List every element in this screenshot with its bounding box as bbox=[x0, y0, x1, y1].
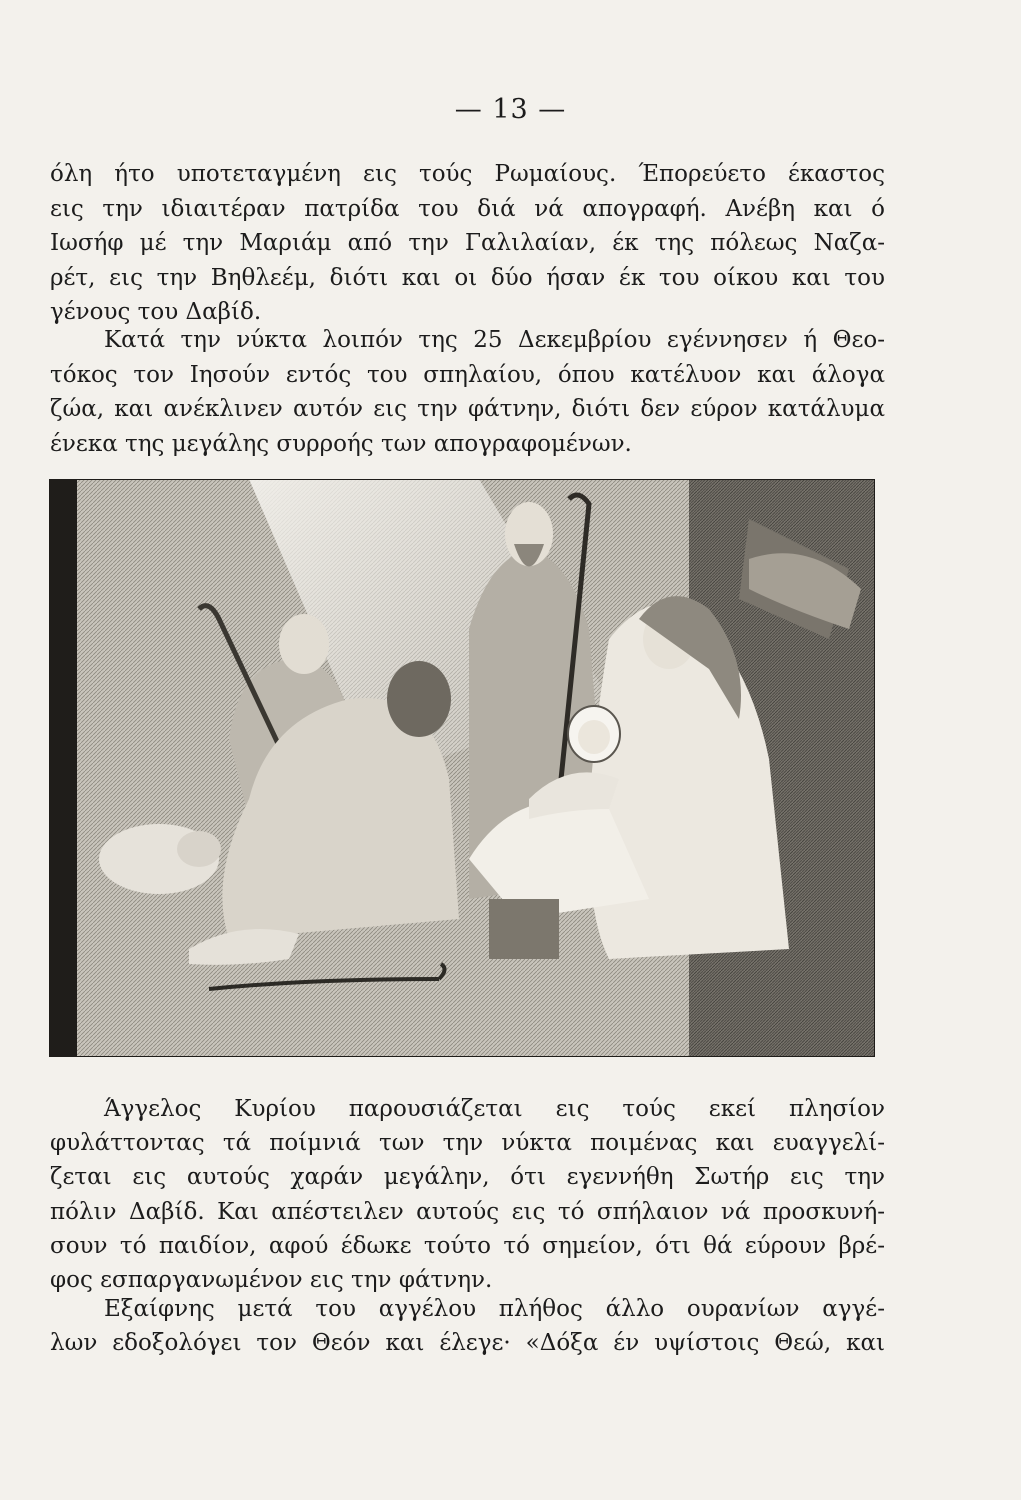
text-line: ζώα, και ανέκλινεν αυτόν εις την φάτνην, διότι δεν εύρον κατάλυμα bbox=[50, 396, 885, 422]
page-number: — 13 — bbox=[454, 94, 567, 125]
text-line: Κατά την νύκτα λοιπόν της 25 Δεκεμβρίου εγέννησεν ή Θεο- bbox=[104, 327, 885, 353]
text-line: όλη ήτο υποτεταγμένη εις τούς Ρωμαίους. Έπορεύετο έκαστος bbox=[50, 161, 885, 187]
paragraph-census bbox=[50, 157, 885, 330]
text-line: λων εδοξολόγει τον Θεόν και έλεγε· «Δόξα έν υψίστοις Θεώ, και bbox=[50, 1330, 885, 1357]
text-line: Άγγελος Κυρίου παρουσιάζεται εις τούς εκεί πλησίον bbox=[104, 1096, 885, 1122]
text-line: εις την ιδιαιτέραν πατρίδα του διά νά απογραφή. Ανέβη και ό bbox=[50, 195, 885, 222]
text-line: τόκος τον Ιησούν εντός του σπηλαίου, όπου κατέλυον και άλογα bbox=[50, 361, 885, 388]
paragraph-angel bbox=[50, 1092, 885, 1297]
text-line: πόλιν Δαβίδ. Και απέστειλεν αυτούς εις τό σπήλαιον νά προσκυνή- bbox=[50, 1198, 885, 1225]
text-line: Ιωσήφ μέ την Μαριάμ από την Γαλιλαίαν, έκ της πόλεως Ναζα- bbox=[50, 230, 885, 256]
text-line: φος εσπαργανωμένον εις την φάτνην. bbox=[50, 1266, 493, 1293]
paragraph-heavenly-host bbox=[50, 1292, 885, 1360]
text-line: ένεκα της μεγάλης συρροής των απογραφομένων. bbox=[50, 430, 632, 457]
text-line: φυλάττοντας τά ποίμνιά των την νύκτα ποιμένας και ευαγγελί- bbox=[50, 1130, 885, 1157]
text-line: σουν τό παιδίον, αφού έδωκε τούτο τό σημείον, ότι θά εύρουν βρέ- bbox=[50, 1232, 885, 1259]
text-line: γένους του Δαβίδ. bbox=[50, 299, 262, 325]
paragraph-nativity bbox=[50, 323, 885, 461]
nativity-illustration bbox=[49, 479, 875, 1057]
text-line: Εξαίφνης μετά του αγγέλου πλήθος άλλο ουρανίων αγγέ- bbox=[104, 1296, 885, 1322]
text-line: ρέτ, εις την Βηθλεέμ, διότι και οι δύο ήσαν έκ του οίκου και του bbox=[50, 264, 885, 291]
text-line: ζεται εις αυτούς χαράν μεγάλην, ότι εγεννήθη Σωτήρ εις την bbox=[50, 1164, 885, 1191]
